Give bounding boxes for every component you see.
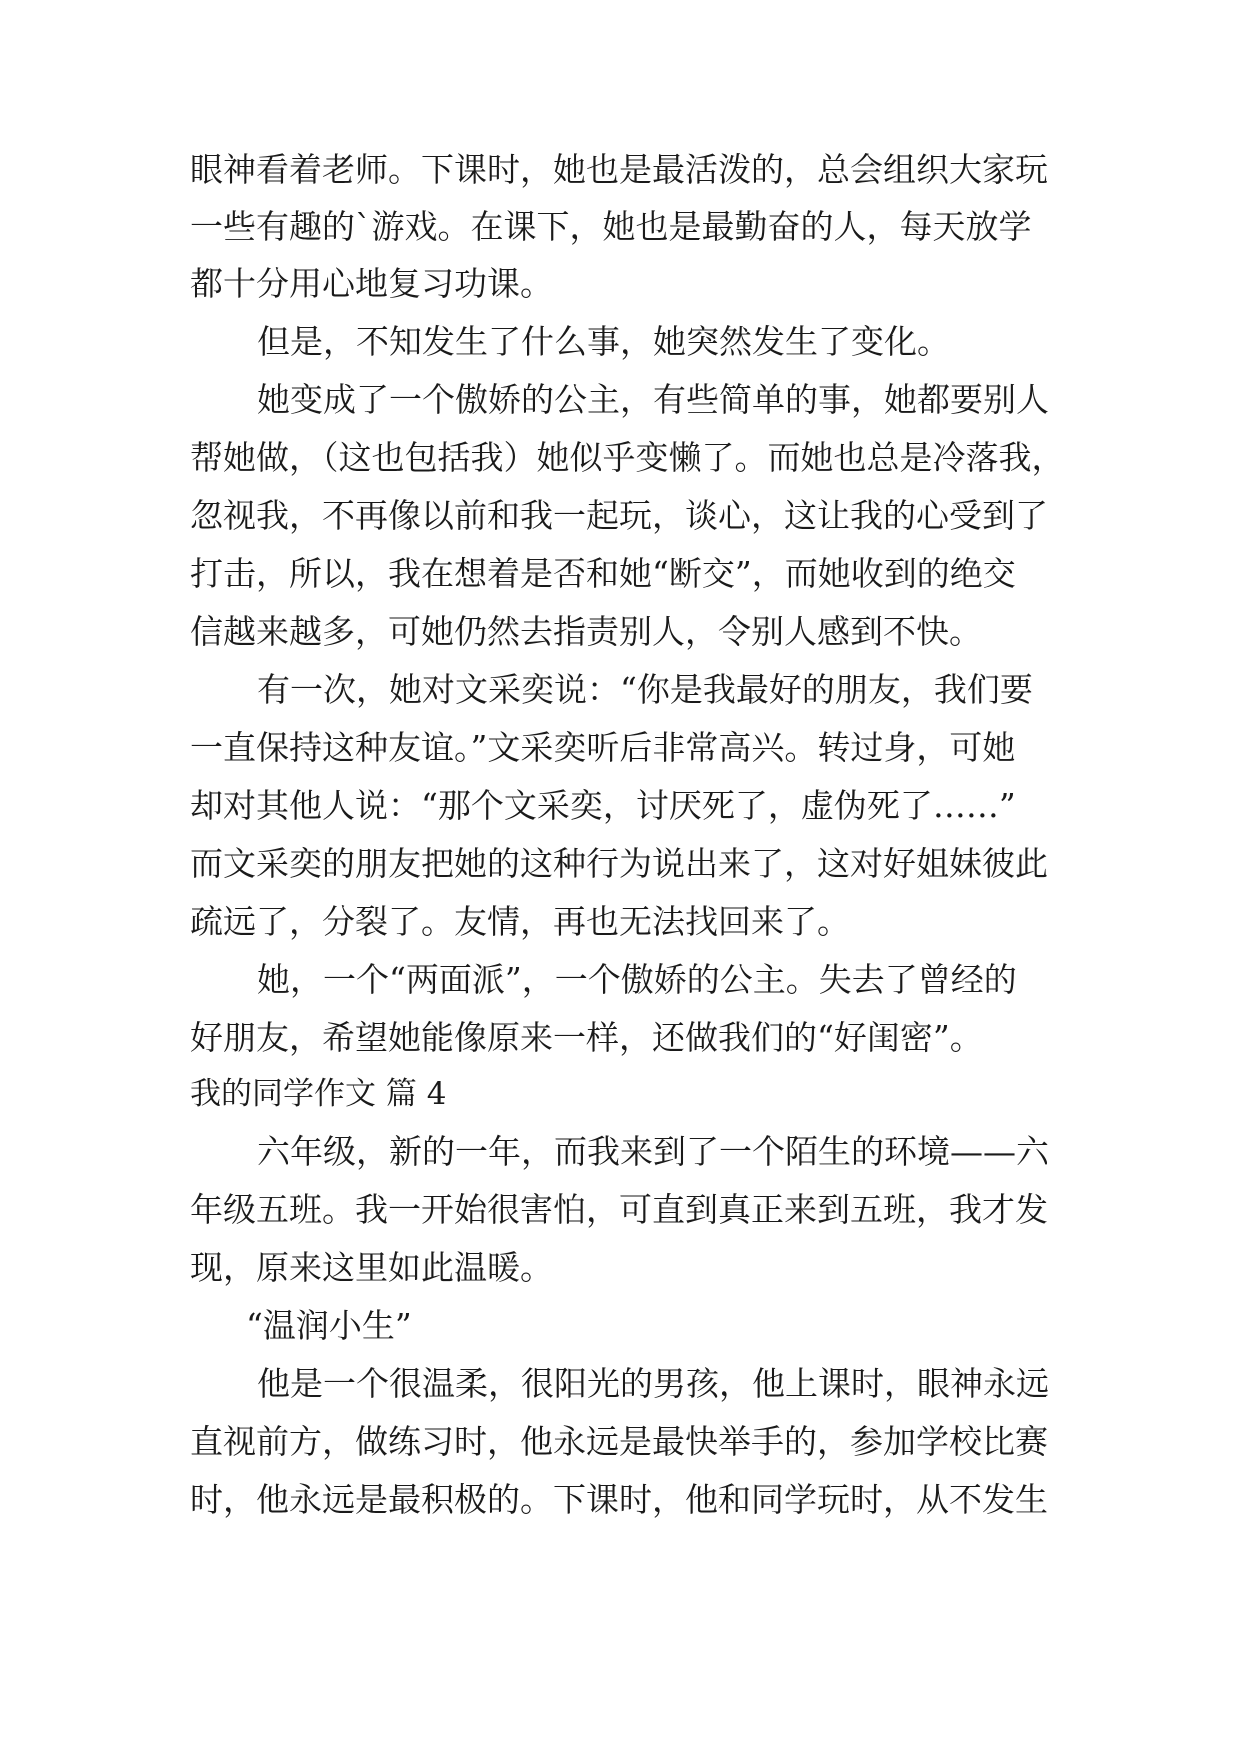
text-line: 她，一个“两面派”，一个傲娇的公主。失去了曾经的 bbox=[257, 960, 1017, 999]
text-line: 六年级，新的一年，而我来到了一个陌生的环境——六 bbox=[257, 1132, 1049, 1171]
subheading: “温润小生” bbox=[246, 1306, 412, 1345]
text-line: 忽视我，不再像以前和我一起玩，谈心，这让我的心受到了 bbox=[190, 496, 1048, 535]
text-line: 眼神看着老师。下课时，她也是最活泼的，总会组织大家玩 bbox=[190, 150, 1048, 189]
text-line: 但是，不知发生了什么事，她突然发生了变化。 bbox=[257, 322, 950, 361]
section-heading: 我的同学作文 篇 4 bbox=[190, 1076, 447, 1112]
text-line: 而文采奕的朋友把她的这种行为说出来了，这对好姐妹彼此 bbox=[190, 844, 1048, 883]
text-line: 帮她做，（这也包括我）她似乎变懒了。而她也总是冷落我， bbox=[190, 438, 1065, 477]
text-line: 有一次，她对文采奕说：“你是我最好的朋友，我们要 bbox=[257, 670, 1033, 709]
text-line: 信越来越多，可她仍然去指责别人，令别人感到不快。 bbox=[190, 612, 982, 651]
text-line: 好朋友，希望她能像原来一样，还做我们的“好闺密”。 bbox=[190, 1018, 983, 1057]
text-line: 一直保持这种友谊。”文采奕听后非常高兴。转过身，可她 bbox=[190, 728, 1016, 767]
text-line: 他是一个很温柔，很阳光的男孩，他上课时，眼神永远 bbox=[257, 1364, 1049, 1403]
text-line: 都十分用心地复习功课。 bbox=[190, 264, 553, 303]
text-line: 却对其他人说：“那个文采奕，讨厌死了，虚伪死了……” bbox=[190, 786, 1016, 825]
text-line: 时，他永远是最积极的。下课时，他和同学玩时，从不发生 bbox=[190, 1480, 1048, 1519]
text-line: 疏远了，分裂了。友情，再也无法找回来了。 bbox=[190, 902, 850, 941]
text-line: 她变成了一个傲娇的公主，有些简单的事，她都要别人 bbox=[257, 380, 1049, 419]
text-line: 打击，所以，我在想着是否和她“断交”，而她收到的绝交 bbox=[190, 554, 1016, 593]
text-line: 现，原来这里如此温暖。 bbox=[190, 1248, 553, 1287]
text-line: 年级五班。我一开始很害怕，可直到真正来到五班，我才发 bbox=[190, 1190, 1048, 1229]
text-line: 一些有趣的`游戏。在课下，她也是最勤奋的人，每天放学 bbox=[190, 207, 1032, 246]
text-line: 直视前方，做练习时，他永远是最快举手的，参加学校比赛 bbox=[190, 1422, 1048, 1461]
